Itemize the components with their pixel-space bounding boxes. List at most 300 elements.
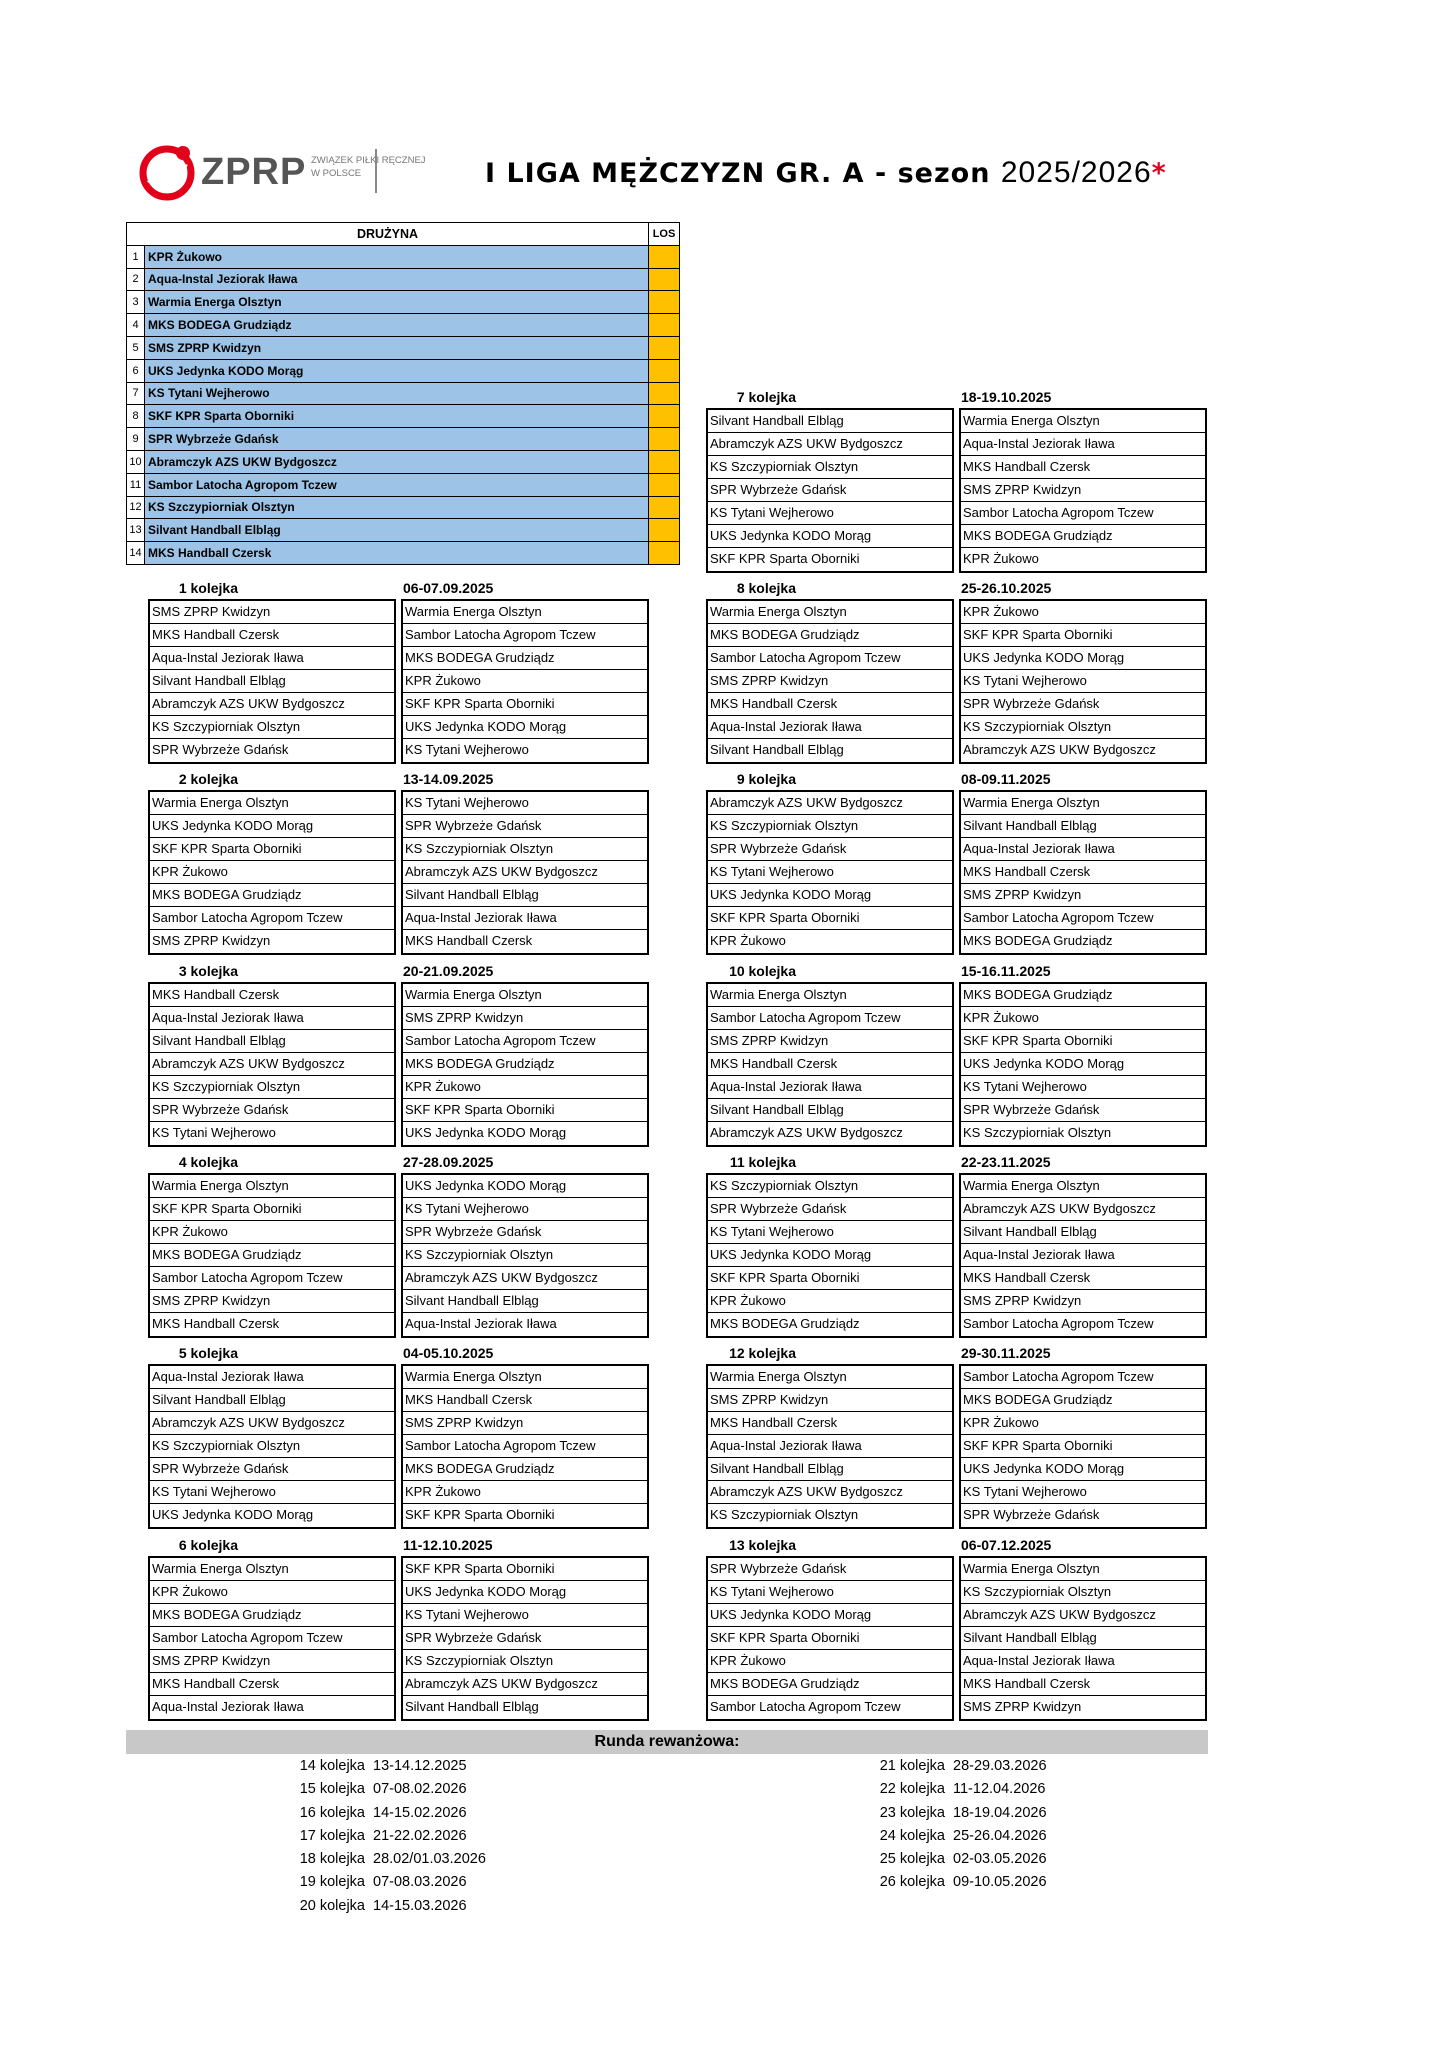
home-team-cell: KPR Żukowo (150, 861, 394, 884)
home-team-cell: Silvant Handball Elbląg (708, 410, 952, 433)
away-team-cell: Warmia Energa Olsztyn (961, 792, 1205, 815)
away-team-cell: Silvant Handball Elbląg (403, 884, 647, 907)
away-team-cell: Abramczyk AZS UKW Bydgoszcz (403, 1267, 647, 1290)
return-round-row (260, 1828, 560, 1851)
away-team-cell: KPR Żukowo (403, 1481, 647, 1504)
round-block (706, 1151, 1156, 1331)
away-team-cell: Sambor Latocha Agropom Tczew (963, 1316, 1154, 1331)
home-team-cell: UKS Jedynka KODO Morąg (708, 525, 952, 548)
round-block (148, 1151, 598, 1331)
away-teams-column (959, 790, 1207, 955)
home-team-cell: SPR Wybrzeże Gdańsk (708, 1558, 952, 1581)
home-team-cell: MKS Handball Czersk (150, 1673, 394, 1696)
away-teams-column (959, 1173, 1207, 1338)
home-team-cell: MKS BODEGA Grudziądz (150, 884, 394, 907)
team-number: 14 (127, 542, 145, 565)
away-teams-column (959, 1364, 1207, 1529)
home-team-cell: SPR Wybrzeże Gdańsk (708, 479, 952, 502)
team-los-cell (649, 291, 680, 314)
return-round-date: 25-26.04.2026 (953, 1827, 1047, 1844)
home-team-cell: MKS Handball Czersk (708, 693, 952, 716)
home-team-cell: MKS BODEGA Grudziądz (710, 1316, 860, 1331)
home-team-cell: SKF KPR Sparta Oborniki (708, 907, 952, 930)
home-team-cell: Silvant Handball Elbląg (150, 670, 394, 693)
away-team-cell: SKF KPR Sparta Oborniki (961, 1435, 1205, 1458)
home-team-cell: SKF KPR Sparta Oborniki (710, 551, 860, 566)
away-team-cell: UKS Jedynka KODO Morąg (403, 1175, 647, 1198)
away-teams-column (401, 982, 649, 1147)
home-team-cell: Sambor Latocha Agropom Tczew (150, 1627, 394, 1650)
team-number: 10 (127, 450, 145, 473)
team-los-cell (649, 519, 680, 542)
home-team-cell: SPR Wybrzeże Gdańsk (150, 1458, 394, 1481)
team-name: KPR Żukowo (145, 245, 649, 268)
round-date: 04-05.10.2025 (403, 1345, 494, 1361)
away-team-cell: MKS BODEGA Grudziądz (961, 1389, 1205, 1412)
away-team-cell: SKF KPR Sparta Oborniki (405, 1507, 555, 1522)
away-team-cell: MKS BODEGA Grudziądz (403, 647, 647, 670)
round-label: 4 kolejka (178, 1154, 238, 1170)
title-text: I LIGA MĘŻCZYZN GR. A - sezon (485, 158, 991, 189)
home-teams-column (706, 1556, 954, 1721)
away-team-cell: KS Tytani Wejherowo (403, 1604, 647, 1627)
team-row (127, 268, 680, 291)
team-los-cell (649, 405, 680, 428)
return-round-row (840, 1874, 1140, 1897)
home-team-cell: KS Tytani Wejherowo (708, 861, 952, 884)
team-los-cell (649, 268, 680, 291)
away-team-cell: Warmia Energa Olsztyn (961, 410, 1205, 433)
round-date: 06-07.12.2025 (961, 1537, 1052, 1553)
round-block (148, 1342, 596, 1522)
away-team-cell: Sambor Latocha Agropom Tczew (403, 1435, 647, 1458)
away-teams-column (401, 1556, 649, 1721)
return-round-date: 02-03.05.2026 (953, 1851, 1047, 1868)
home-team-cell: Aqua-Instal Jeziorak Iława (150, 1007, 394, 1030)
home-team-cell: MKS Handball Czersk (150, 984, 394, 1007)
home-teams-column (706, 790, 954, 955)
team-los-cell (649, 245, 680, 268)
return-round-date: 14-15.03.2026 (373, 1897, 467, 1914)
away-team-cell: KS Szczypiorniak Olsztyn (961, 716, 1205, 739)
team-name: Sambor Latocha Agropom Tczew (145, 473, 649, 496)
home-teams-column (706, 599, 954, 764)
round-label: 6 kolejka (178, 1537, 238, 1553)
home-team-cell: SMS ZPRP Kwidzyn (708, 1030, 952, 1053)
home-team-cell: Silvant Handball Elbląg (708, 1099, 952, 1122)
away-team-cell: Aqua-Instal Jeziorak Iława (961, 433, 1205, 456)
return-round-label: 25 kolejka (879, 1851, 945, 1868)
logo-abbr: ZPRP (201, 151, 307, 193)
home-team-cell: Aqua-Instal Jeziorak Iława (152, 1699, 304, 1714)
home-team-cell: MKS BODEGA Grudziądz (150, 1244, 394, 1267)
home-team-cell: UKS Jedynka KODO Morąg (708, 1244, 952, 1267)
team-number: 3 (127, 291, 145, 314)
away-teams-column (401, 1364, 649, 1529)
team-number: 12 (127, 496, 145, 519)
home-team-cell: KS Tytani Wejherowo (708, 1581, 952, 1604)
away-team-cell: KS Tytani Wejherowo (961, 1076, 1205, 1099)
team-number: 8 (127, 405, 145, 428)
home-team-cell: SMS ZPRP Kwidzyn (708, 670, 952, 693)
home-team-cell: KS Szczypiorniak Olsztyn (708, 815, 952, 838)
team-row (127, 314, 680, 337)
round-block (148, 960, 596, 1140)
return-round-date: 14-15.02.2026 (373, 1804, 467, 1821)
home-team-cell: Abramczyk AZS UKW Bydgoszcz (710, 1125, 903, 1140)
home-team-cell: MKS Handball Czersk (708, 1412, 952, 1435)
home-team-cell: MKS BODEGA Grudziądz (708, 1673, 952, 1696)
round-header (706, 1534, 1106, 1555)
team-row (127, 496, 680, 519)
away-team-cell: SPR Wybrzeże Gdańsk (403, 1627, 647, 1650)
away-team-cell: Abramczyk AZS UKW Bydgoszcz (403, 1673, 647, 1696)
home-team-cell: Aqua-Instal Jeziorak Iława (150, 647, 394, 670)
away-team-cell: Silvant Handball Elbląg (405, 1699, 539, 1714)
home-team-cell: Silvant Handball Elbląg (710, 742, 844, 757)
round-header (706, 1342, 1106, 1363)
away-team-cell: MKS BODEGA Grudziądz (961, 525, 1205, 548)
round-header (706, 577, 1106, 598)
home-teams-column (148, 982, 396, 1147)
round-date: 15-16.11.2025 (961, 963, 1051, 979)
home-teams-column (148, 1173, 396, 1338)
away-team-cell: MKS BODEGA Grudziądz (403, 1458, 647, 1481)
away-team-cell: MKS Handball Czersk (403, 1389, 647, 1412)
home-team-cell: KPR Żukowo (710, 933, 786, 948)
round-block (706, 768, 1154, 948)
return-round-label: 24 kolejka (879, 1827, 945, 1844)
return-round-date: 11-12.04.2026 (953, 1781, 1046, 1798)
away-team-cell: MKS Handball Czersk (405, 933, 533, 948)
round-date: 13-14.09.2025 (403, 771, 494, 787)
home-team-cell: KS Szczypiorniak Olsztyn (708, 456, 952, 479)
home-team-cell: MKS Handball Czersk (150, 624, 394, 647)
home-team-cell: SPR Wybrzeże Gdańsk (708, 1198, 952, 1221)
away-team-cell: KPR Żukowo (403, 1076, 647, 1099)
round-block (148, 577, 596, 757)
away-team-cell: Silvant Handball Elbląg (403, 1290, 647, 1313)
away-team-cell: Silvant Handball Elbląg (961, 1221, 1205, 1244)
team-name: SPR Wybrzeże Gdańsk (145, 428, 649, 451)
home-team-cell: Warmia Energa Olsztyn (708, 984, 952, 1007)
return-round-row (840, 1805, 1140, 1828)
away-team-cell: UKS Jedynka KODO Morąg (961, 1053, 1205, 1076)
home-team-cell: KPR Żukowo (708, 1650, 952, 1673)
team-row (127, 405, 680, 428)
home-team-cell: SKF KPR Sparta Oborniki (150, 838, 394, 861)
home-team-cell: SKF KPR Sparta Oborniki (150, 1198, 394, 1221)
away-teams-column (959, 1556, 1207, 1721)
home-team-cell: KS Szczypiorniak Olsztyn (150, 1076, 394, 1099)
away-team-cell: Aqua-Instal Jeziorak Iława (405, 1316, 557, 1331)
home-team-cell: MKS Handball Czersk (708, 1053, 952, 1076)
return-round-label: 15 kolejka (299, 1781, 365, 1798)
home-team-cell: MKS Handball Czersk (152, 1316, 280, 1331)
away-team-cell: SPR Wybrzeże Gdańsk (403, 1221, 647, 1244)
home-teams-column (706, 1173, 954, 1338)
team-number: 9 (127, 428, 145, 451)
home-team-cell: Sambor Latocha Agropom Tczew (150, 1267, 394, 1290)
team-row (127, 519, 680, 542)
team-number: 4 (127, 314, 145, 337)
away-teams-column (959, 408, 1207, 573)
round-date: 25-26.10.2025 (961, 580, 1052, 596)
away-team-cell: KS Szczypiorniak Olsztyn (403, 838, 647, 861)
round-block (706, 386, 1154, 566)
round-label: 8 kolejka (736, 580, 796, 596)
away-team-cell: SMS ZPRP Kwidzyn (961, 884, 1205, 907)
home-team-cell: Sambor Latocha Agropom Tczew (708, 647, 952, 670)
home-team-cell: Warmia Energa Olsztyn (708, 1366, 952, 1389)
home-team-cell: KS Tytani Wejherowo (152, 1125, 276, 1140)
away-team-cell: Sambor Latocha Agropom Tczew (961, 907, 1205, 930)
return-round-row (840, 1828, 1140, 1851)
return-round-row (260, 1758, 560, 1781)
return-round-date: 21-22.02.2026 (373, 1827, 467, 1844)
away-team-cell: Aqua-Instal Jeziorak Iława (403, 907, 647, 930)
home-team-cell: KPR Żukowo (150, 1581, 394, 1604)
round-block (148, 768, 598, 948)
away-team-cell: Aqua-Instal Jeziorak Iława (961, 838, 1205, 861)
home-team-cell: SPR Wybrzeże Gdańsk (150, 1099, 394, 1122)
return-round-label: 19 kolejka (299, 1874, 365, 1891)
away-team-cell: Sambor Latocha Agropom Tczew (403, 624, 647, 647)
round-header (148, 1534, 548, 1555)
home-team-cell: Abramczyk AZS UKW Bydgoszcz (150, 1412, 394, 1435)
round-date: 18-19.10.2025 (961, 389, 1052, 405)
away-team-cell: Sambor Latocha Agropom Tczew (961, 1366, 1205, 1389)
round-label: 10 kolejka (729, 963, 796, 979)
round-header (148, 960, 548, 981)
home-team-cell: Silvant Handball Elbląg (150, 1030, 394, 1053)
home-teams-column (706, 1364, 954, 1529)
away-team-cell: SKF KPR Sparta Oborniki (961, 1030, 1205, 1053)
round-label: 13 kolejka (729, 1537, 796, 1553)
team-name: MKS BODEGA Grudziądz (145, 314, 649, 337)
home-team-cell: KS Tytani Wejherowo (708, 502, 952, 525)
return-round-label: 26 kolejka (879, 1874, 945, 1891)
return-round-row (840, 1758, 1140, 1781)
round-block (706, 1342, 1154, 1522)
home-team-cell: SKF KPR Sparta Oborniki (708, 1267, 952, 1290)
team-name: Silvant Handball Elbląg (145, 519, 649, 542)
away-team-cell: MKS Handball Czersk (961, 456, 1205, 479)
home-team-cell: Sambor Latocha Agropom Tczew (708, 1007, 952, 1030)
return-round-date: 07-08.03.2026 (373, 1874, 467, 1891)
away-team-cell: KPR Żukowo (961, 1007, 1205, 1030)
home-team-cell: KS Szczypiorniak Olsztyn (708, 1175, 952, 1198)
home-team-cell: MKS BODEGA Grudziądz (150, 1604, 394, 1627)
round-block (706, 577, 1156, 757)
away-team-cell: MKS BODEGA Grudziądz (963, 933, 1113, 948)
return-round-row (260, 1781, 560, 1804)
away-team-cell: SKF KPR Sparta Oborniki (403, 693, 647, 716)
team-name: UKS Jedynka KODO Morąg (145, 359, 649, 382)
home-team-cell: KS Tytani Wejherowo (150, 1481, 394, 1504)
home-teams-column (148, 1556, 396, 1721)
team-name: KS Tytani Wejherowo (145, 382, 649, 405)
team-name: KS Szczypiorniak Olsztyn (145, 496, 649, 519)
return-round-label: 18 kolejka (299, 1851, 365, 1868)
away-team-cell: Abramczyk AZS UKW Bydgoszcz (403, 861, 647, 884)
round-date: 20-21.09.2025 (403, 963, 494, 979)
away-team-cell: Silvant Handball Elbląg (961, 1627, 1205, 1650)
away-team-cell: UKS Jedynka KODO Morąg (961, 1458, 1205, 1481)
home-team-cell: Abramczyk AZS UKW Bydgoszcz (708, 433, 952, 456)
home-team-cell: SMS ZPRP Kwidzyn (150, 1290, 394, 1313)
away-team-cell: SPR Wybrzeże Gdańsk (403, 815, 647, 838)
team-number: 13 (127, 519, 145, 542)
return-round-label: 23 kolejka (879, 1804, 945, 1821)
team-number: 5 (127, 336, 145, 359)
home-team-cell: UKS Jedynka KODO Morąg (708, 884, 952, 907)
return-round-left (260, 1758, 560, 1921)
logo-line2: W POLSCE (311, 168, 362, 179)
round-header (706, 386, 1106, 407)
home-team-cell: UKS Jedynka KODO Morąg (152, 1507, 314, 1522)
away-team-cell: Warmia Energa Olsztyn (961, 1558, 1205, 1581)
away-team-cell: MKS Handball Czersk (961, 1673, 1205, 1696)
home-team-cell: Aqua-Instal Jeziorak Iława (708, 1435, 952, 1458)
home-team-cell: SMS ZPRP Kwidzyn (150, 601, 394, 624)
away-team-cell: UKS Jedynka KODO Morąg (403, 1581, 647, 1604)
away-team-cell: SKF KPR Sparta Oborniki (961, 624, 1205, 647)
return-round-date: 18-19.04.2026 (953, 1804, 1047, 1821)
return-round-right (840, 1758, 1140, 1898)
team-los-cell (649, 314, 680, 337)
home-team-cell: SKF KPR Sparta Oborniki (708, 1627, 952, 1650)
home-team-cell: KPR Żukowo (708, 1290, 952, 1313)
teams-table (126, 222, 680, 565)
team-name: Warmia Energa Olsztyn (145, 291, 649, 314)
return-round-label: 16 kolejka (299, 1804, 365, 1821)
away-team-cell: Abramczyk AZS UKW Bydgoszcz (963, 742, 1156, 757)
round-block (706, 960, 1125, 1140)
return-round-date: 07-08.02.2026 (373, 1781, 467, 1798)
round-label: 5 kolejka (178, 1345, 238, 1361)
home-team-cell: Warmia Energa Olsztyn (150, 1558, 394, 1581)
away-teams-column (401, 599, 649, 764)
return-round-row (260, 1874, 560, 1897)
home-team-cell: UKS Jedynka KODO Morąg (150, 815, 394, 838)
return-round-label: 14 kolejka (299, 1758, 365, 1774)
team-los-cell (649, 382, 680, 405)
home-team-cell: Silvant Handball Elbląg (708, 1458, 952, 1481)
away-team-cell: Aqua-Instal Jeziorak Iława (961, 1650, 1205, 1673)
team-row (127, 428, 680, 451)
away-team-cell: MKS BODEGA Grudziądz (961, 984, 1205, 1007)
away-teams-column (401, 1173, 649, 1338)
team-number: 7 (127, 382, 145, 405)
team-row (127, 542, 680, 565)
away-teams-column (401, 790, 649, 955)
away-team-cell: Warmia Energa Olsztyn (403, 984, 647, 1007)
page-header (135, 138, 1167, 208)
team-row (127, 382, 680, 405)
away-team-cell: UKS Jedynka KODO Morąg (961, 647, 1205, 670)
return-round-row (260, 1805, 560, 1828)
away-team-cell: SPR Wybrzeże Gdańsk (961, 1099, 1205, 1122)
team-los-cell (649, 428, 680, 451)
home-team-cell: Sambor Latocha Agropom Tczew (710, 1699, 901, 1714)
home-team-cell: SMS ZPRP Kwidzyn (708, 1389, 952, 1412)
home-team-cell: Aqua-Instal Jeziorak Iława (708, 716, 952, 739)
col-los-header: LOS (649, 223, 680, 246)
away-team-cell: KS Tytani Wejherowo (403, 792, 647, 815)
team-los-cell (649, 542, 680, 565)
round-header (148, 1151, 548, 1172)
team-los-cell (649, 496, 680, 519)
away-team-cell: KS Szczypiorniak Olsztyn (403, 1650, 647, 1673)
asterisk: * (1151, 158, 1167, 189)
round-header (148, 768, 548, 789)
away-team-cell: SMS ZPRP Kwidzyn (403, 1412, 647, 1435)
home-team-cell: Abramczyk AZS UKW Bydgoszcz (708, 1481, 952, 1504)
away-team-cell: SMS ZPRP Kwidzyn (403, 1007, 647, 1030)
round-date: 29-30.11.2025 (961, 1345, 1051, 1361)
away-team-cell: KPR Żukowo (961, 1412, 1205, 1435)
team-number: 6 (127, 359, 145, 382)
return-round-row (840, 1781, 1140, 1804)
round-date: 08-09.11.2025 (961, 771, 1051, 787)
home-teams-column (706, 982, 954, 1147)
away-team-cell: KS Szczypiorniak Olsztyn (963, 1125, 1112, 1140)
page-title (485, 156, 1167, 190)
home-team-cell: SMS ZPRP Kwidzyn (150, 1650, 394, 1673)
away-team-cell: SKF KPR Sparta Oborniki (403, 1558, 647, 1581)
team-los-cell (649, 450, 680, 473)
home-team-cell: KS Tytani Wejherowo (708, 1221, 952, 1244)
round-date: 06-07.09.2025 (403, 580, 494, 596)
home-team-cell: Aqua-Instal Jeziorak Iława (150, 1366, 394, 1389)
return-round-label: 20 kolejka (299, 1897, 365, 1914)
away-team-cell: MKS Handball Czersk (961, 861, 1205, 884)
away-team-cell: Abramczyk AZS UKW Bydgoszcz (961, 1198, 1205, 1221)
home-team-cell: Warmia Energa Olsztyn (708, 601, 952, 624)
away-team-cell: Silvant Handball Elbląg (961, 815, 1205, 838)
away-team-cell: KS Szczypiorniak Olsztyn (961, 1581, 1205, 1604)
round-label: 11 kolejka (729, 1154, 796, 1170)
team-los-cell (649, 473, 680, 496)
round-header (706, 960, 1106, 981)
round-label: 7 kolejka (736, 389, 796, 405)
return-round-row (260, 1898, 560, 1921)
home-team-cell: Sambor Latocha Agropom Tczew (150, 907, 394, 930)
home-team-cell: Abramczyk AZS UKW Bydgoszcz (150, 693, 394, 716)
home-teams-column (148, 599, 396, 764)
home-team-cell: SPR Wybrzeże Gdańsk (708, 838, 952, 861)
away-team-cell: UKS Jedynka KODO Morąg (405, 1125, 567, 1140)
away-team-cell: KS Tytani Wejherowo (405, 742, 529, 757)
team-row (127, 450, 680, 473)
away-team-cell: Warmia Energa Olsztyn (403, 1366, 647, 1389)
return-round-date: 28-29.03.2026 (953, 1758, 1047, 1774)
return-round-row (260, 1851, 560, 1874)
round-label: 1 kolejka (178, 580, 238, 596)
round-date: 11-12.10.2025 (403, 1537, 493, 1553)
round-block (706, 1534, 1156, 1714)
away-team-cell: Warmia Energa Olsztyn (403, 601, 647, 624)
team-number: 2 (127, 268, 145, 291)
home-team-cell: Abramczyk AZS UKW Bydgoszcz (150, 1053, 394, 1076)
home-teams-column (148, 790, 396, 955)
return-round-date: 28.02/01.03.2026 (373, 1851, 486, 1868)
return-round-label: 22 kolejka (879, 1781, 945, 1798)
home-team-cell: Silvant Handball Elbląg (150, 1389, 394, 1412)
home-team-cell: Warmia Energa Olsztyn (150, 792, 394, 815)
round-label: 2 kolejka (178, 771, 238, 787)
